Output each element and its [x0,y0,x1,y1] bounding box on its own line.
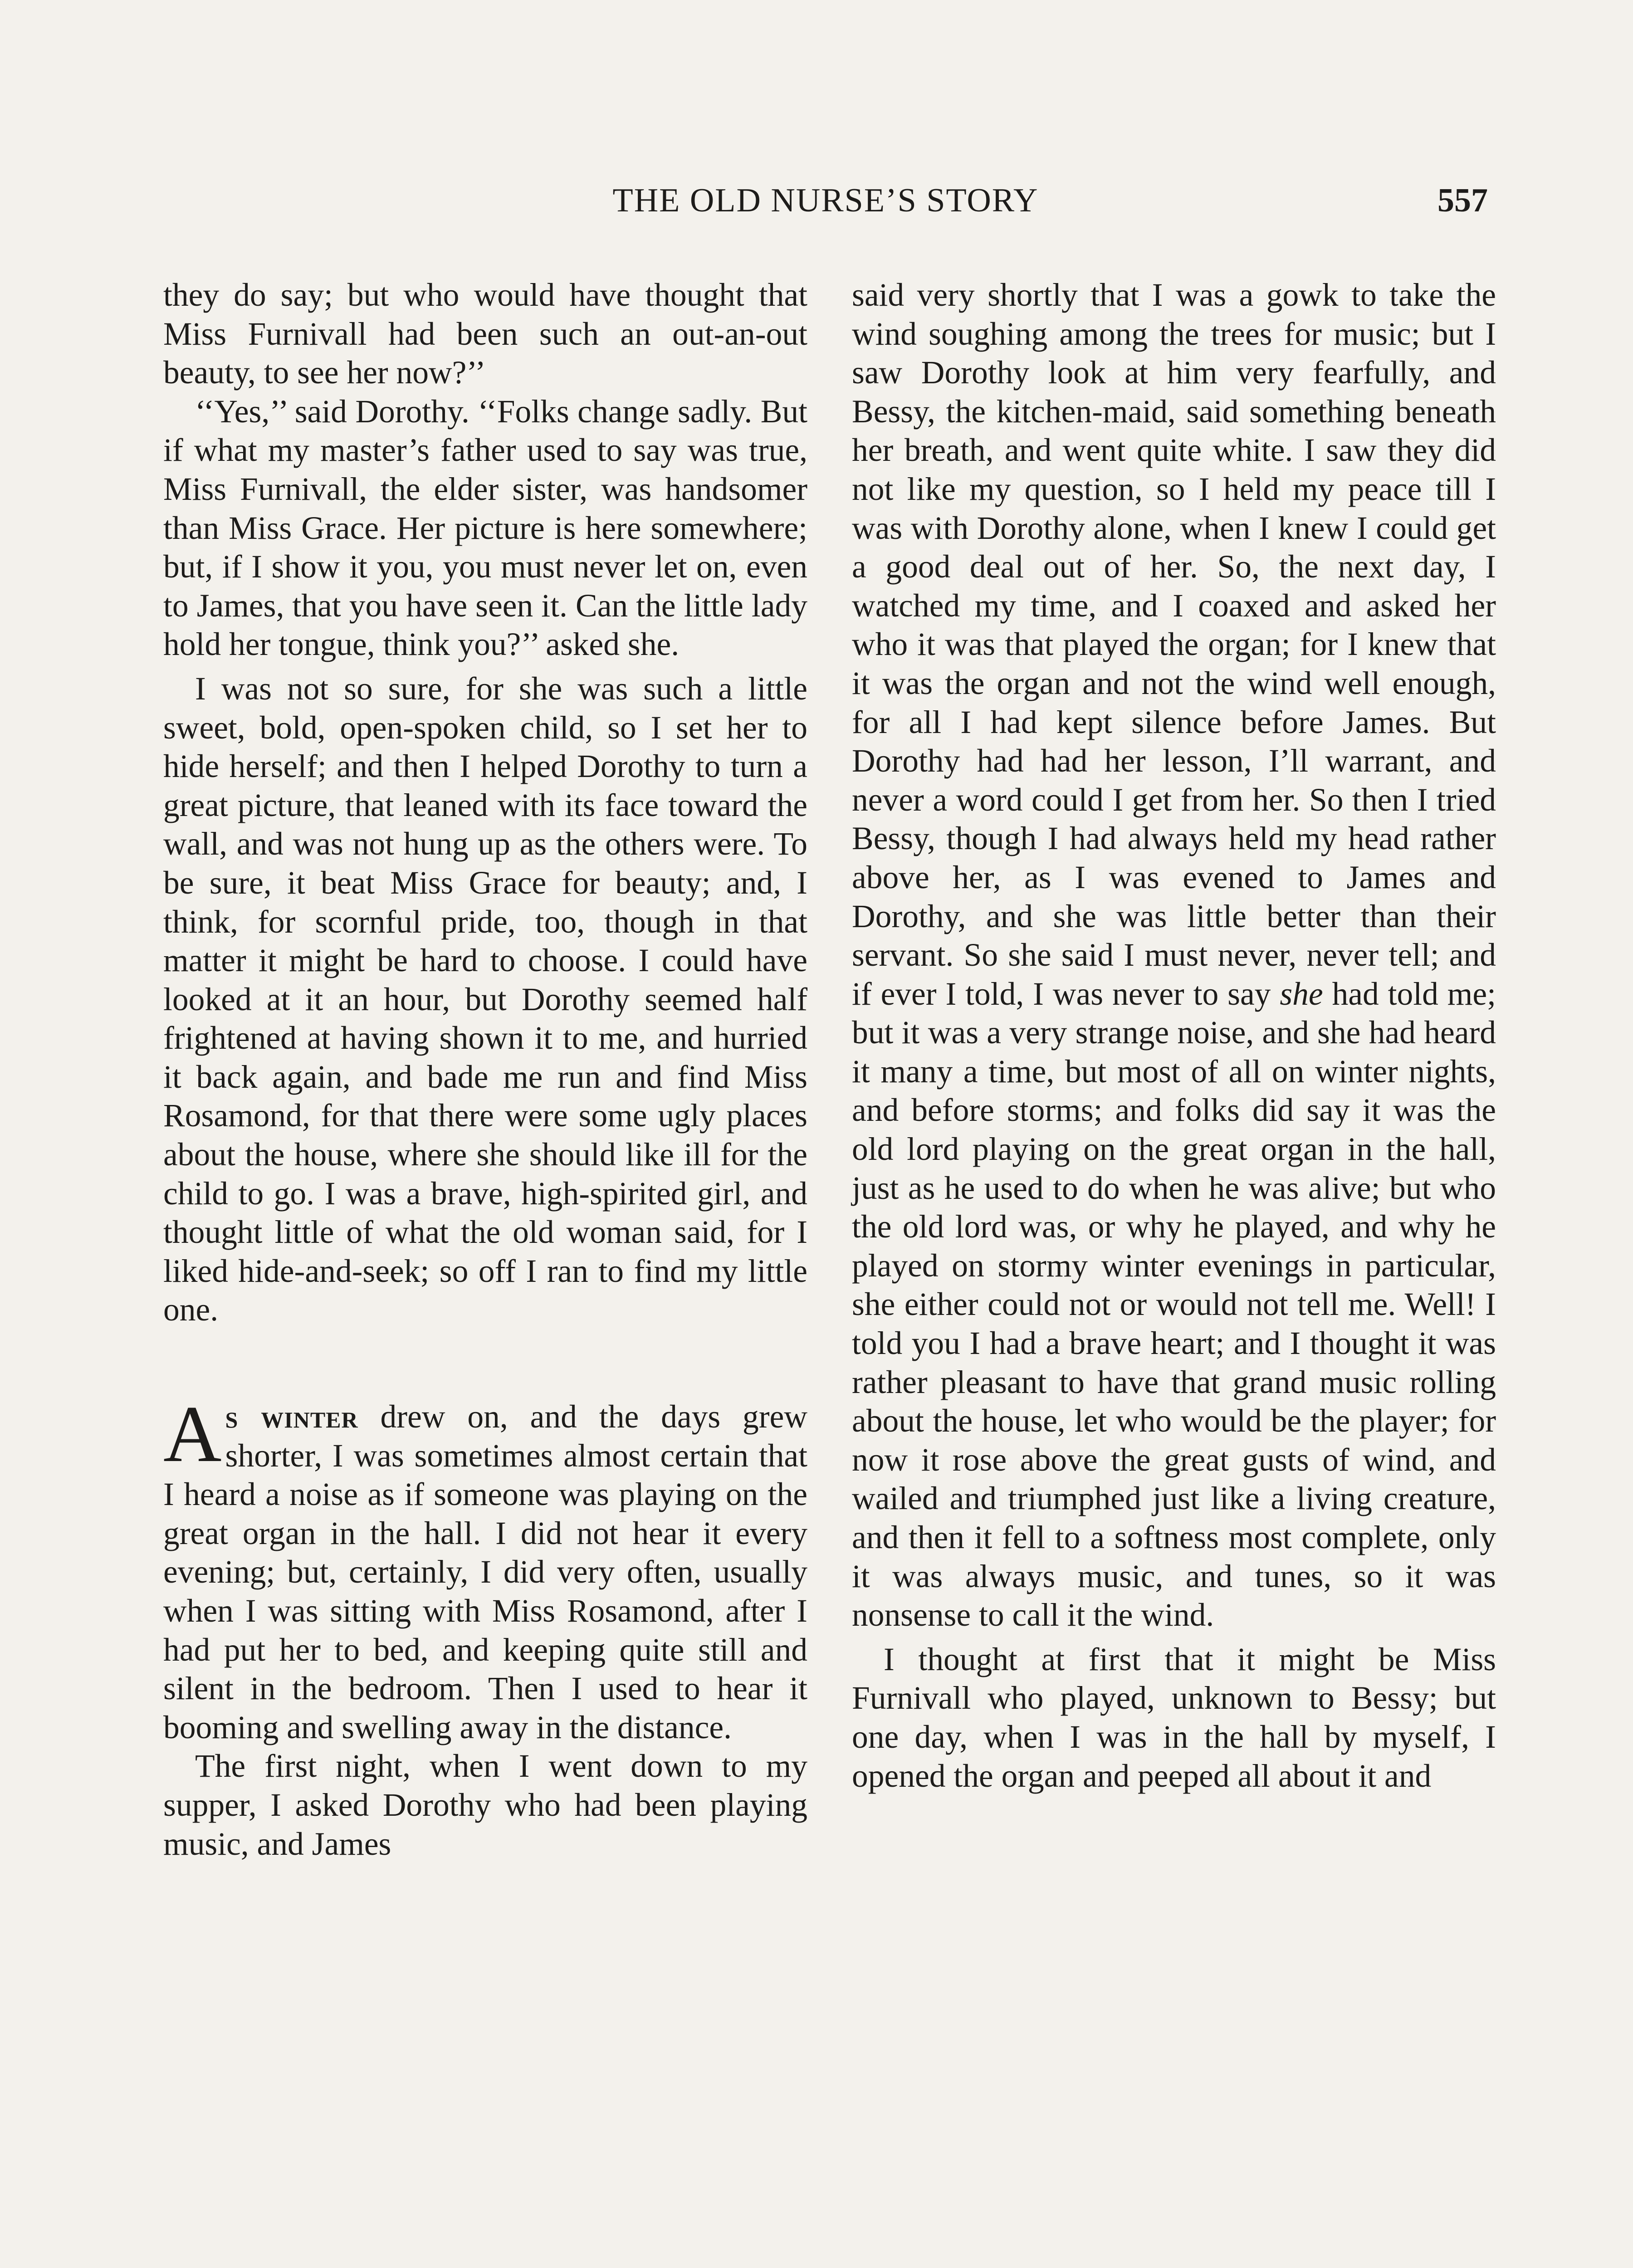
small-caps-lead: s winter [225,1399,358,1435]
paragraph-text: drew on, and the days grew shorter, I was sometimes almost certain that I heard a noise as if someone was playing on the great organ in the hall. I did not hear it every evening; but, certainly, I did very often, usually when I was sitting with Miss Rosamond, after I had put her to bed, and keeping quite still and silent in the bedroom. Then I used to hear it booming and swelling away in the distance. [163,1399,807,1745]
paragraph-text: said very shortly that I was a gowk to take the wind soughing among the trees for music; but I saw Dorothy look at him very fearfully, and Bessy, the kitchen-maid, said something beneath her breath, and went quite white. I saw they did not like my question, so I held my peace till I was with Dorothy alone, when I knew I could get a good deal out of her. So, the next day, I watched my time, and I coaxed and asked her who it was that played the organ; for I knew that it was the organ and not the wind well enough, for all I had kept silence before James. But Dorothy had had her lesson, I’ll warrant, and never a word could I get from her. So then I tried Bessy, though I had always held my head rather above her, as I was evened to James and Dorothy, and she was little better than their servant. So she said I must never, never tell; and if ever I told, I was never to say [852,277,1496,1012]
paragraph: The first night, when I went down to my supper, I asked Dorothy who had been playing music, and James [163,1748,807,1862]
paragraph: they do say; but who would have thought that Miss Furnivall had been such an out-an-out beauty, to see her now?’’ [163,277,807,391]
page-header [163,181,1488,236]
drop-cap: A [163,1389,222,1479]
emphasis: she [1280,976,1323,1012]
paragraph [852,276,1496,1635]
paragraph: I was not so sure, for she was such a little sweet, bold, open-spoken child, so I set her to hide herself; and then I helped Dorothy to turn a great picture, that leaned with its face toward the wall, and was not hung up as the others were. To be sure, it beat Miss Grace for beauty; and, I think, for scornful pride, too, though in that matter it might be hard to choose. I could have looked at it an hour, but Dorothy seemed half frightened at having shown it to me, and hurried it back again, and bade me run and find Miss Rosamond, for that there were some ugly places about the house, where she should like ill for the child to go. I was a brave, high-spirited girl, and thought little of what the old woman said, for I liked hide-and-seek; so off I ran to find my little one. [163,670,807,1328]
paragraph: I thought at first that it might be Miss Furnivall who played, unknown to Bessy; but one day, when I was in the hall by myself, I opened the organ and peeped all about it and [852,1641,1496,1794]
running-head: THE OLD NURSE’S STORY [612,182,1039,219]
paragraph: ‘‘Yes,’’ said Dorothy. ‘‘Folks change sadly. But if what my master’s father used to say was true, Miss Furnivall, the elder sister, was handsomer than Miss Grace. Her picture is here somewhere; but, if I show it you, you must never let on, even to James, that you have seen it. Can the little lady hold her tongue, think you?’’ asked she. [163,393,807,663]
page-number: 557 [1437,182,1488,219]
left-column [163,276,807,1863]
section-opening-paragraph [163,1389,807,1747]
right-column [852,276,1496,1795]
paragraph-text: had told me; but it was a very strange noise, and she had heard it many a time, but most of all on winter nights, and before storms; and folks did say it was the old lord playing on the great organ in the hall, just as he used to do when he was alive; but who the old lord was, or why he played, and why he played on stormy winter evenings in particular, she either could not or would not tell me. Well! I told you I had a brave heart; and I thought it was rather pleasant to have that grand music rolling about the house, let who would be the player; for now it rose above the great gusts of wind, and wailed and triumphed just like a living creature, and then it fell to a softness most complete, only it was always music, and tunes, so it was nonsense to call it the wind. [852,976,1496,1633]
